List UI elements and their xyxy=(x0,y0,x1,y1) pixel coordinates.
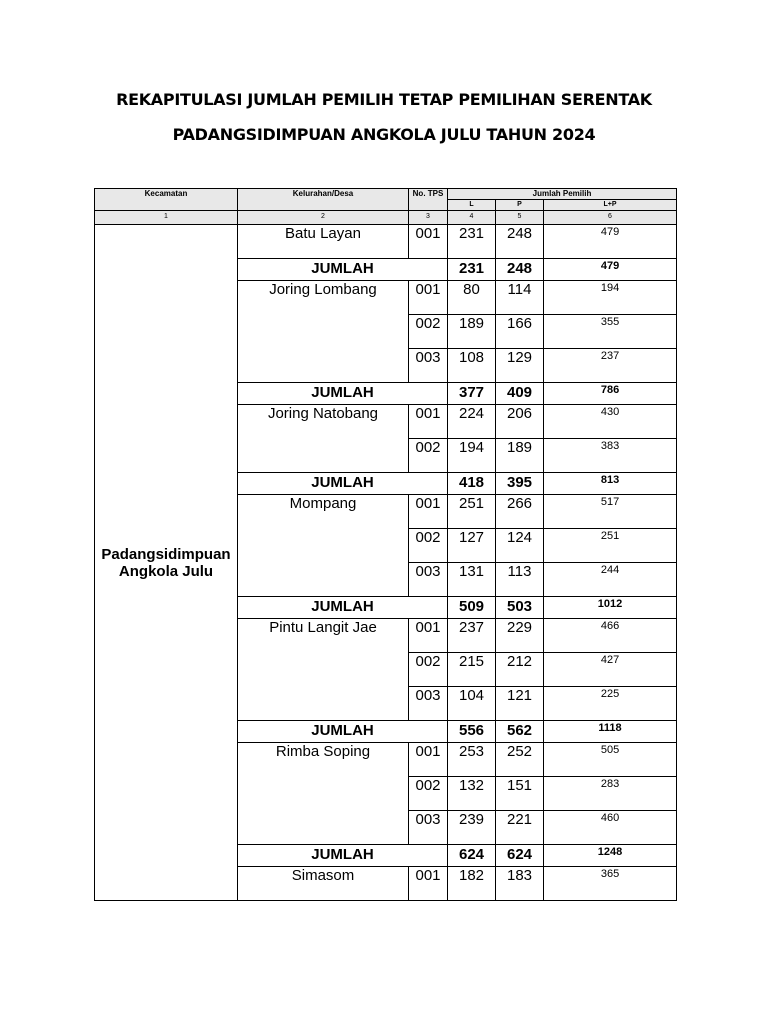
jumlah-female-cell: 562 xyxy=(496,721,544,743)
jumlah-female-cell: 395 xyxy=(496,473,544,495)
jumlah-female-cell: 503 xyxy=(496,597,544,619)
jumlah-total-cell: 1118 xyxy=(544,721,677,743)
male-count-cell: 237 xyxy=(448,619,496,653)
female-count-cell: 114 xyxy=(496,281,544,315)
jumlah-male-cell: 231 xyxy=(448,259,496,281)
female-count-cell: 206 xyxy=(496,405,544,439)
jumlah-label: JUMLAH xyxy=(238,721,448,743)
desa-name-cell: Rimba Soping xyxy=(238,743,409,845)
header-row xyxy=(95,189,677,200)
desa-name-cell: Batu Layan xyxy=(238,225,409,259)
jumlah-male-cell: 509 xyxy=(448,597,496,619)
header-kelurahan: Kelurahan/Desa xyxy=(238,189,409,211)
female-count-cell: 124 xyxy=(496,529,544,563)
column-number: 5 xyxy=(496,211,544,225)
jumlah-male-cell: 556 xyxy=(448,721,496,743)
female-count-cell: 129 xyxy=(496,349,544,383)
tps-cell: 003 xyxy=(409,687,448,721)
desa-name-cell: Pintu Langit Jae xyxy=(238,619,409,721)
tps-cell: 001 xyxy=(409,281,448,315)
jumlah-label: JUMLAH xyxy=(238,845,448,867)
total-count-cell: 505 xyxy=(544,743,677,777)
female-count-cell: 221 xyxy=(496,811,544,845)
header-kecamatan: Kecamatan xyxy=(95,189,238,211)
header-lp: L+P xyxy=(544,200,677,211)
column-number: 1 xyxy=(95,211,238,225)
total-count-cell: 237 xyxy=(544,349,677,383)
tps-cell: 002 xyxy=(409,529,448,563)
total-count-cell: 355 xyxy=(544,315,677,349)
male-count-cell: 215 xyxy=(448,653,496,687)
desa-name-cell: Mompang xyxy=(238,495,409,597)
tps-cell: 003 xyxy=(409,349,448,383)
jumlah-label: JUMLAH xyxy=(238,473,448,495)
jumlah-male-cell: 418 xyxy=(448,473,496,495)
column-number: 4 xyxy=(448,211,496,225)
column-number: 2 xyxy=(238,211,409,225)
table-row xyxy=(95,225,677,259)
male-count-cell: 108 xyxy=(448,349,496,383)
header-no-tps: No. TPS xyxy=(409,189,448,211)
desa-name-cell: Joring Natobang xyxy=(238,405,409,473)
total-count-cell: 430 xyxy=(544,405,677,439)
male-count-cell: 231 xyxy=(448,225,496,259)
jumlah-male-cell: 624 xyxy=(448,845,496,867)
male-count-cell: 80 xyxy=(448,281,496,315)
jumlah-total-cell: 786 xyxy=(544,383,677,405)
total-count-cell: 251 xyxy=(544,529,677,563)
column-number: 3 xyxy=(409,211,448,225)
male-count-cell: 224 xyxy=(448,405,496,439)
tps-cell: 001 xyxy=(409,743,448,777)
jumlah-label: JUMLAH xyxy=(238,597,448,619)
total-count-cell: 225 xyxy=(544,687,677,721)
male-count-cell: 253 xyxy=(448,743,496,777)
column-number: 6 xyxy=(544,211,677,225)
column-number-row xyxy=(95,211,677,225)
jumlah-male-cell: 377 xyxy=(448,383,496,405)
header-jumlah-pemilih: Jumlah Pemilih xyxy=(448,189,677,200)
total-count-cell: 383 xyxy=(544,439,677,473)
header-p: P xyxy=(496,200,544,211)
female-count-cell: 183 xyxy=(496,867,544,901)
tps-cell: 003 xyxy=(409,811,448,845)
total-count-cell: 460 xyxy=(544,811,677,845)
jumlah-label: JUMLAH xyxy=(238,383,448,405)
desa-name-cell: Simasom xyxy=(238,867,409,901)
female-count-cell: 166 xyxy=(496,315,544,349)
jumlah-total-cell: 479 xyxy=(544,259,677,281)
female-count-cell: 212 xyxy=(496,653,544,687)
female-count-cell: 189 xyxy=(496,439,544,473)
total-count-cell: 466 xyxy=(544,619,677,653)
total-count-cell: 244 xyxy=(544,563,677,597)
female-count-cell: 252 xyxy=(496,743,544,777)
tps-cell: 001 xyxy=(409,225,448,259)
tps-cell: 002 xyxy=(409,315,448,349)
jumlah-female-cell: 624 xyxy=(496,845,544,867)
female-count-cell: 266 xyxy=(496,495,544,529)
jumlah-total-cell: 1012 xyxy=(544,597,677,619)
female-count-cell: 229 xyxy=(496,619,544,653)
female-count-cell: 248 xyxy=(496,225,544,259)
voter-recap-table xyxy=(94,188,677,901)
header-l: L xyxy=(448,200,496,211)
jumlah-label: JUMLAH xyxy=(238,259,448,281)
kecamatan-cell: Padangsidimpuan Angkola Julu xyxy=(95,225,238,901)
tps-cell: 002 xyxy=(409,653,448,687)
jumlah-total-cell: 813 xyxy=(544,473,677,495)
male-count-cell: 132 xyxy=(448,777,496,811)
male-count-cell: 104 xyxy=(448,687,496,721)
total-count-cell: 194 xyxy=(544,281,677,315)
total-count-cell: 427 xyxy=(544,653,677,687)
male-count-cell: 127 xyxy=(448,529,496,563)
tps-cell: 001 xyxy=(409,405,448,439)
male-count-cell: 131 xyxy=(448,563,496,597)
male-count-cell: 194 xyxy=(448,439,496,473)
male-count-cell: 251 xyxy=(448,495,496,529)
male-count-cell: 182 xyxy=(448,867,496,901)
jumlah-female-cell: 409 xyxy=(496,383,544,405)
male-count-cell: 189 xyxy=(448,315,496,349)
document-title-line-2: PADANGSIDIMPUAN ANGKOLA JULU TAHUN 2024 xyxy=(172,125,596,144)
tps-cell: 001 xyxy=(409,495,448,529)
total-count-cell: 365 xyxy=(544,867,677,901)
total-count-cell: 283 xyxy=(544,777,677,811)
tps-cell: 001 xyxy=(409,867,448,901)
female-count-cell: 151 xyxy=(496,777,544,811)
tps-cell: 001 xyxy=(409,619,448,653)
tps-cell: 002 xyxy=(409,439,448,473)
jumlah-total-cell: 1248 xyxy=(544,845,677,867)
tps-cell: 002 xyxy=(409,777,448,811)
female-count-cell: 113 xyxy=(496,563,544,597)
male-count-cell: 239 xyxy=(448,811,496,845)
tps-cell: 003 xyxy=(409,563,448,597)
total-count-cell: 479 xyxy=(544,225,677,259)
document-title-line-1: REKAPITULASI JUMLAH PEMILIH TETAP PEMILIHAN SERENTAK xyxy=(116,90,652,109)
female-count-cell: 121 xyxy=(496,687,544,721)
jumlah-female-cell: 248 xyxy=(496,259,544,281)
total-count-cell: 517 xyxy=(544,495,677,529)
desa-name-cell: Joring Lombang xyxy=(238,281,409,383)
